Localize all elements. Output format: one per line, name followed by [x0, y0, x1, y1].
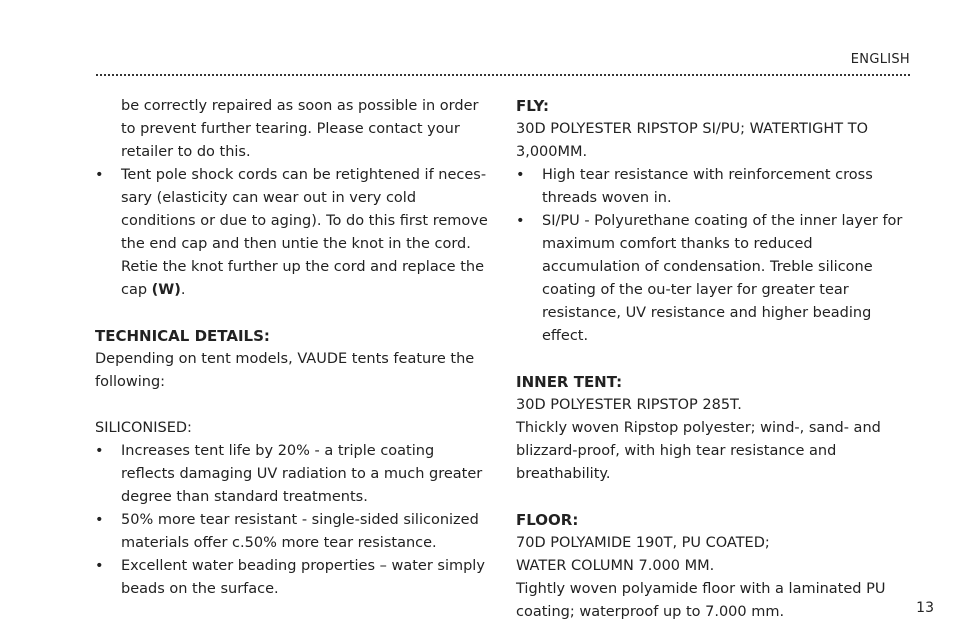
dotted-divider	[96, 74, 910, 76]
list-item: • Excellent water beading properties – water simply beads on the surface.	[95, 555, 490, 601]
language-label: ENGLISH	[850, 52, 910, 67]
floor-text: Tightly woven polyamide floor with a laminated PU coating; waterproof up to 7.000 mm.	[516, 581, 886, 620]
list-item: • High tear resistance with reinforcement cross threads woven in.	[516, 164, 914, 210]
technical-details-heading: TECHNICAL DETAILS:	[95, 327, 270, 345]
right-column	[516, 95, 914, 624]
fly-heading: FLY:	[516, 97, 550, 115]
fly-spec: 30D POLYESTER RIPSTOP SI/PU; WATERTIGHT TO 3,000MM.	[516, 121, 868, 160]
page-number: 13	[916, 600, 934, 616]
floor-heading: FLOOR:	[516, 511, 579, 529]
inner-tent-text: Thickly woven Ripstop polyester; wind-, sand- and blizzard-proof, with high tear resistance and breathability.	[516, 420, 881, 482]
list-item: • 50% more tear resistant - single-sided siliconized materials offer c.50% more tear resistance.	[95, 509, 490, 555]
technical-intro: Depending on tent models, VAUDE tents feature the following:	[95, 351, 475, 390]
floor-spec-2: WATER COLUMN 7.000 MM.	[516, 558, 715, 574]
inner-tent-heading: INNER TENT:	[516, 373, 623, 391]
inner-tent-spec: 30D POLYESTER RIPSTOP 285T.	[516, 397, 742, 413]
bullet-shock-cords	[95, 164, 490, 302]
bullet-shock-cords-end: .	[180, 282, 186, 298]
list-item: • SI/PU - Polyurethane coating of the inner layer for maximum comfort thanks to reduced accumulation of condensation. Treble silicone coating of the ou-ter layer for greater tear resistance, UV resistance and higher beading effect.	[516, 210, 914, 348]
siliconised-label: SILICONISED:	[95, 420, 192, 436]
figure-reference: (W)	[151, 282, 181, 298]
list-item: • Increases tent life by 20% - a triple coating reflects damaging UV radiation to a much greater degree than standard treatments.	[95, 440, 490, 509]
left-column	[95, 95, 490, 601]
continued-text: be correctly repaired as soon as possible in order to prevent further tearing. Please contact your retailer to do this.	[121, 98, 479, 160]
bullet-shock-cords-text: Tent pole shock cords can be retightened if neces-sary (elasticity can wear out in very cold conditions or due to aging). To do this first remove the end cap and then untie the knot in the cord. Retie the knot further up the cord and replace the cap	[121, 167, 488, 298]
floor-spec-1: 70D POLYAMIDE 190T, PU COATED;	[516, 535, 770, 551]
